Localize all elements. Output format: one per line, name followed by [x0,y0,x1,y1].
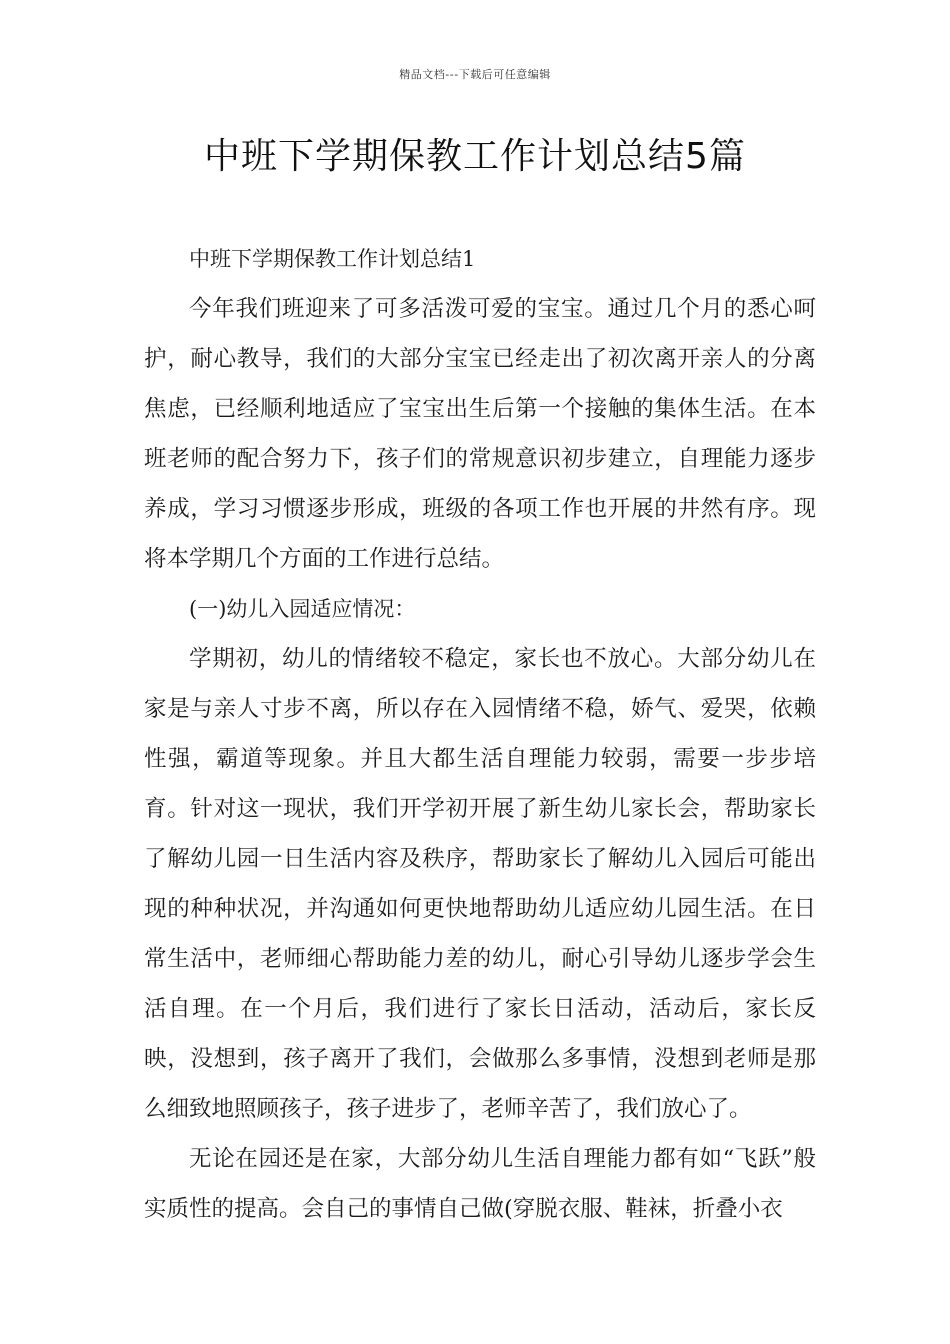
paragraph: 学期初，幼儿的情绪较不稳定，家长也不放心。大部分幼儿在家是与亲人寸步不离，所以存在入园情绪不稳，娇气、爱哭，依赖性强，霸道等现象。并且大都生活自理能力较弱，需要一步步培育。针对这一现状，我们开学初开展了新生幼儿家长会，帮助家长了解幼儿园一日生活内容及秩序，帮助家长了解幼儿入园后可能出现的种种状况，并沟通如何更快地帮助幼儿适应幼儿园生活。在日常生活中，老师细心帮助能力差的幼儿，耐心引导幼儿逐步学会生活自理。在一个月后，我们进行了家长日活动，活动后，家长反映，没想到，孩子离开了我们，会做那么多事情，没想到老师是那么细致地照顾孩子，孩子进步了，老师辛苦了，我们放心了。 [144,646,816,1122]
paragraph: 无论在园还是在家，大部分幼儿生活自理能力都有如“飞跃”般实质性的提高。会自己的事情自己做(穿脱衣服、鞋袜，折叠小衣 [144,1146,816,1222]
document-body [144,234,816,1234]
section-heading: 中班下学期保教工作计划总结1 [189,247,476,271]
document-title: 中班下学期保教工作计划总结5篇 [204,136,746,177]
page-header: 精品文档---下载后可任意编辑 [399,68,551,81]
paragraph: 今年我们班迎来了可多活泼可爱的宝宝。通过几个月的悉心呵护，耐心教导，我们的大部分宝宝已经走出了初次离开亲人的分离焦虑，已经顺利地适应了宝宝出生后第一个接触的集体生活。在本班老师的配合努力下，孩子们的常规意识初步建立，自理能力逐步养成，学习习惯逐步形成，班级的各项工作也开展的井然有序。现将本学期几个方面的工作进行总结。 [144,296,816,572]
subsection-heading: (一)幼儿入园适应情况： [189,597,416,621]
